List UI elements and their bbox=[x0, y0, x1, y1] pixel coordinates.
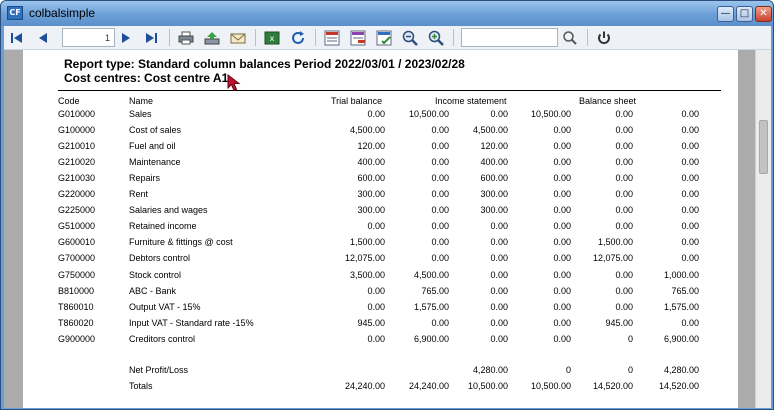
last-page-icon bbox=[144, 31, 158, 45]
zoom-out-icon bbox=[402, 30, 418, 46]
cell-amount: 10,500.00 bbox=[467, 381, 508, 391]
toolbar-separator bbox=[453, 29, 454, 46]
table-row bbox=[23, 189, 738, 205]
cell-amount: 4,280.00 bbox=[472, 365, 508, 375]
email-button[interactable] bbox=[228, 28, 248, 47]
cell-amount: 0.00 bbox=[553, 237, 571, 248]
cell-amount: 0.00 bbox=[431, 125, 449, 136]
cell-amount: 400.00 bbox=[480, 157, 508, 168]
cell-amount: 0.00 bbox=[431, 221, 449, 232]
cell-amount: 0.00 bbox=[681, 237, 699, 248]
cell-amount: 120.00 bbox=[357, 141, 385, 152]
cell-code: G100000 bbox=[58, 125, 96, 136]
cell-amount: 4,500.00 bbox=[349, 125, 385, 136]
cell-amount: 0.00 bbox=[367, 285, 385, 296]
cell-amount: 0.00 bbox=[431, 141, 449, 152]
cell-amount: 0.00 bbox=[367, 301, 385, 312]
cell-amount: 0.00 bbox=[490, 109, 508, 119]
cell-amount: 0.00 bbox=[681, 189, 699, 200]
cell-code: T860020 bbox=[58, 317, 94, 328]
close-report-button[interactable] bbox=[594, 28, 614, 47]
cell-amount: 1,500.00 bbox=[597, 237, 633, 248]
svg-text:x: x bbox=[269, 33, 275, 43]
cell-amount: 24,240.00 bbox=[344, 381, 385, 391]
cell-amount: 4,500.00 bbox=[472, 125, 508, 136]
header-income-statement: Income statement bbox=[435, 96, 507, 106]
cell-name: Debtors control bbox=[129, 253, 191, 264]
cell-amount: 0.00 bbox=[615, 189, 633, 200]
search-button[interactable] bbox=[560, 28, 580, 47]
excel-button[interactable] bbox=[262, 28, 282, 47]
cell-name: Repairs bbox=[129, 173, 161, 184]
table-row bbox=[23, 286, 738, 302]
cell-code: G210010 bbox=[58, 141, 96, 152]
search-input[interactable] bbox=[461, 28, 558, 47]
cell-code: G510000 bbox=[58, 221, 96, 232]
last-page-button[interactable] bbox=[141, 28, 161, 47]
cell-amount: 10,500.00 bbox=[530, 381, 571, 391]
totals-row bbox=[23, 381, 738, 397]
cell-name: Salaries and wages bbox=[129, 205, 208, 216]
table-row bbox=[23, 270, 738, 286]
cell-amount: 0.00 bbox=[681, 141, 699, 152]
cell-amount: 0.00 bbox=[681, 205, 699, 216]
cell-amount: 300.00 bbox=[480, 205, 508, 216]
cell-amount: 0.00 bbox=[553, 141, 571, 152]
table-row bbox=[23, 334, 738, 350]
print-button[interactable] bbox=[176, 28, 196, 47]
cell-code: G010000 bbox=[58, 109, 96, 119]
cell-amount: 0.00 bbox=[553, 125, 571, 136]
cell-name: Output VAT - 15% bbox=[129, 301, 201, 312]
cell-amount: 0.00 bbox=[553, 301, 571, 312]
first-page-icon bbox=[10, 31, 24, 45]
cell-amount: 0.00 bbox=[615, 269, 633, 280]
cell-amount: 0.00 bbox=[681, 109, 699, 119]
cell-amount: 0.00 bbox=[553, 221, 571, 232]
cell-name: Stock control bbox=[129, 269, 182, 280]
cell-amount: 0.00 bbox=[431, 173, 449, 184]
cell-amount: 0.00 bbox=[553, 173, 571, 184]
excel-icon bbox=[264, 31, 280, 45]
table-row bbox=[23, 141, 738, 157]
table-row bbox=[23, 318, 738, 334]
net-profit-row bbox=[23, 365, 738, 381]
cell-amount: 0.00 bbox=[431, 157, 449, 168]
scrollbar-thumb[interactable] bbox=[759, 120, 768, 174]
toolbar-separator bbox=[587, 29, 588, 46]
cell-code: G225000 bbox=[58, 205, 96, 216]
cell-amount: 12,075.00 bbox=[344, 253, 385, 264]
cell-amount: 0.00 bbox=[553, 157, 571, 168]
cell-amount: 0.00 bbox=[615, 141, 633, 152]
cell-amount: 14,520.00 bbox=[592, 381, 633, 391]
cell-amount: 6,900.00 bbox=[413, 333, 449, 344]
cell-amount: 0.00 bbox=[553, 205, 571, 216]
cell-amount: 10,500.00 bbox=[408, 109, 449, 119]
cell-amount: 0.00 bbox=[431, 253, 449, 264]
header-name: Name bbox=[129, 96, 154, 106]
search-icon bbox=[562, 30, 578, 46]
cell-code: G600010 bbox=[58, 237, 96, 248]
cell-name: Sales bbox=[129, 109, 152, 119]
cell-amount: 0.00 bbox=[615, 173, 633, 184]
cell-code: G210030 bbox=[58, 173, 96, 184]
minimize-button[interactable]: — bbox=[717, 6, 734, 22]
cell-amount: 0.00 bbox=[490, 253, 508, 264]
cell-name: Retained income bbox=[129, 221, 197, 232]
cell-amount: 3,500.00 bbox=[349, 269, 385, 280]
cell-name: Rent bbox=[129, 189, 149, 200]
cell-amount: 0.00 bbox=[553, 269, 571, 280]
cell-amount: 0.00 bbox=[490, 285, 508, 296]
cell-amount: 300.00 bbox=[480, 189, 508, 200]
cell-amount: 0.00 bbox=[490, 301, 508, 312]
cell-amount: 4,280.00 bbox=[663, 365, 699, 375]
cell-amount: 4,500.00 bbox=[413, 269, 449, 280]
cell-amount: 0.00 bbox=[681, 173, 699, 184]
cell-amount: 0.00 bbox=[553, 189, 571, 200]
table-row bbox=[23, 237, 738, 253]
layout-check-button[interactable] bbox=[374, 28, 394, 47]
cell-amount: 0.00 bbox=[490, 237, 508, 248]
cell-amount: 765.00 bbox=[421, 285, 449, 296]
zoom-in-button[interactable] bbox=[426, 28, 446, 47]
zoom-in-icon bbox=[428, 30, 444, 46]
cell-code: G700000 bbox=[58, 253, 96, 264]
cell-label: Totals bbox=[129, 381, 153, 391]
cell-amount: 120.00 bbox=[480, 141, 508, 152]
report-title-line1: Report type: Standard column balances Period 2022/03/01 / 2023/02/28 bbox=[64, 57, 465, 71]
cell-amount: 0.00 bbox=[490, 221, 508, 232]
cell-amount: 0.00 bbox=[681, 317, 699, 328]
title-bar[interactable] bbox=[1, 1, 773, 26]
window-title: colbalsimple bbox=[29, 6, 96, 20]
table-row bbox=[23, 221, 738, 237]
cell-amount: 10,500.00 bbox=[530, 109, 571, 119]
toolbar-separator bbox=[315, 29, 316, 46]
cell-code: G750000 bbox=[58, 269, 96, 280]
cell-amount: 0.00 bbox=[367, 333, 385, 344]
zoom-out-button[interactable] bbox=[400, 28, 420, 47]
cell-amount: 0.00 bbox=[367, 109, 385, 119]
close-report-icon bbox=[596, 30, 612, 46]
email-icon bbox=[230, 31, 246, 45]
cell-amount: 0 bbox=[627, 365, 633, 375]
cell-amount: 300.00 bbox=[357, 205, 385, 216]
header-balance-sheet: Balance sheet bbox=[579, 96, 637, 106]
cell-label: Net Profit/Loss bbox=[129, 365, 189, 375]
cell-amount: 1,575.00 bbox=[413, 301, 449, 312]
cell-name: Cost of sales bbox=[129, 125, 182, 136]
cell-name: Creditors control bbox=[129, 333, 196, 344]
cell-amount: 0.00 bbox=[615, 285, 633, 296]
vertical-scrollbar[interactable] bbox=[755, 50, 771, 408]
cell-amount: 0.00 bbox=[490, 269, 508, 280]
toolbar bbox=[4, 26, 771, 50]
cell-code: B810000 bbox=[58, 285, 95, 296]
table-row bbox=[23, 173, 738, 189]
cell-amount: 1,575.00 bbox=[663, 301, 699, 312]
page-number-input[interactable] bbox=[62, 28, 115, 47]
cell-amount: 0 bbox=[627, 333, 633, 344]
cell-code: T860010 bbox=[58, 301, 94, 312]
report-page bbox=[23, 50, 738, 408]
cell-code: G900000 bbox=[58, 333, 96, 344]
cell-name: Maintenance bbox=[129, 157, 181, 168]
cell-amount: 0.00 bbox=[490, 333, 508, 344]
table-row bbox=[23, 125, 738, 141]
cell-amount: 12,075.00 bbox=[592, 253, 633, 264]
toolbar-separator bbox=[255, 29, 256, 46]
table-row bbox=[23, 302, 738, 318]
maximize-button[interactable]: □ bbox=[736, 6, 753, 22]
cell-amount: 0 bbox=[565, 365, 571, 375]
cell-amount: 0.00 bbox=[615, 221, 633, 232]
cell-amount: 600.00 bbox=[480, 173, 508, 184]
report-title-line2: Cost centres: Cost centre A1 bbox=[64, 71, 229, 85]
cell-amount: 0.00 bbox=[681, 157, 699, 168]
table-row bbox=[23, 205, 738, 221]
table-row bbox=[23, 253, 738, 269]
cell-amount: 0.00 bbox=[615, 157, 633, 168]
cell-amount: 0.00 bbox=[681, 253, 699, 264]
cell-amount: 1,500.00 bbox=[349, 237, 385, 248]
cell-amount: 945.00 bbox=[605, 317, 633, 328]
cell-amount: 0.00 bbox=[431, 237, 449, 248]
app-icon[interactable]: CF bbox=[7, 6, 23, 20]
cell-amount: 0.00 bbox=[431, 317, 449, 328]
prev-page-button[interactable] bbox=[33, 28, 53, 47]
report-viewer bbox=[4, 50, 771, 408]
export-button[interactable] bbox=[202, 28, 222, 47]
next-page-button[interactable] bbox=[116, 28, 136, 47]
toolbar-separator bbox=[169, 29, 170, 46]
cell-amount: 765.00 bbox=[671, 285, 699, 296]
cell-code: G210020 bbox=[58, 157, 96, 168]
cell-amount: 0.00 bbox=[553, 253, 571, 264]
refresh-icon bbox=[290, 30, 306, 46]
layout-remove-icon bbox=[350, 30, 366, 46]
first-page-button[interactable] bbox=[7, 28, 27, 47]
print-icon bbox=[178, 31, 194, 45]
divider bbox=[58, 90, 721, 91]
cell-amount: 300.00 bbox=[357, 189, 385, 200]
cell-amount: 0.00 bbox=[681, 125, 699, 136]
layout-button[interactable] bbox=[322, 28, 342, 47]
cell-amount: 0.00 bbox=[553, 317, 571, 328]
cell-amount: 0.00 bbox=[681, 221, 699, 232]
refresh-button[interactable] bbox=[288, 28, 308, 47]
cell-name: Fuel and oil bbox=[129, 141, 176, 152]
export-icon bbox=[204, 31, 220, 45]
mouse-cursor-icon bbox=[227, 74, 241, 92]
layout-icon bbox=[324, 30, 340, 46]
next-page-icon bbox=[119, 31, 133, 45]
table-row bbox=[23, 157, 738, 173]
cell-name: Input VAT - Standard rate -15% bbox=[129, 317, 254, 328]
cell-amount: 6,900.00 bbox=[663, 333, 699, 344]
cell-amount: 0.00 bbox=[490, 317, 508, 328]
cell-amount: 400.00 bbox=[357, 157, 385, 168]
prev-page-icon bbox=[36, 31, 50, 45]
cell-amount: 24,240.00 bbox=[408, 381, 449, 391]
layout-remove-button[interactable] bbox=[348, 28, 368, 47]
cell-amount: 0.00 bbox=[615, 301, 633, 312]
close-button[interactable]: ✕ bbox=[755, 6, 772, 22]
cell-amount: 0.00 bbox=[553, 333, 571, 344]
cell-amount: 1,000.00 bbox=[663, 269, 699, 280]
cell-amount: 14,520.00 bbox=[658, 381, 699, 391]
header-trial-balance: Trial balance bbox=[331, 96, 383, 106]
report-title bbox=[64, 57, 465, 85]
cell-code: G220000 bbox=[58, 189, 96, 200]
table-row bbox=[23, 109, 738, 125]
cell-amount: 0.00 bbox=[553, 285, 571, 296]
cell-name: Furniture & fittings @ cost bbox=[129, 237, 233, 248]
cell-amount: 600.00 bbox=[357, 173, 385, 184]
cell-amount: 0.00 bbox=[367, 221, 385, 232]
cell-amount: 0.00 bbox=[431, 205, 449, 216]
header-code: Code bbox=[58, 96, 80, 106]
cell-amount: 0.00 bbox=[615, 205, 633, 216]
layout-check-icon bbox=[376, 30, 392, 46]
cell-amount: 0.00 bbox=[615, 109, 633, 119]
cell-amount: 945.00 bbox=[357, 317, 385, 328]
cell-amount: 0.00 bbox=[431, 189, 449, 200]
cell-name: ABC - Bank bbox=[129, 285, 177, 296]
cell-amount: 0.00 bbox=[615, 125, 633, 136]
